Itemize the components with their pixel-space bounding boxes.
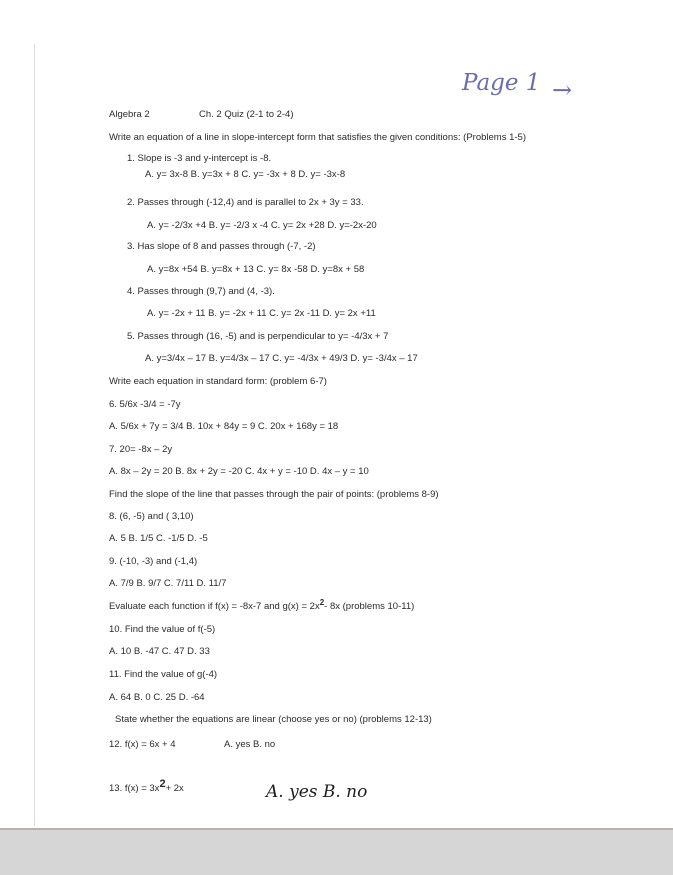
problem-6-choices: A. 5/6x + 7y = 3/4 B. 10x + 84y = 9 C. 20x + 168y = 18 — [109, 421, 339, 432]
scan-background — [0, 830, 673, 875]
problem-7-choices: A. 8x – 2y = 20 B. 8x + 2y = -20 C. 4x + y = -10 D. 4x – y = 10 — [109, 466, 369, 477]
problem-4-question: 4. Passes through (9,7) and (4, -3). — [127, 286, 275, 297]
page-edge — [34, 44, 35, 826]
problem-4-choices: A. y= -2x + 11 B. y= -2x + 11 C. y= 2x -11 D. y= 2x +11 — [147, 308, 376, 319]
problem-13-question — [109, 778, 184, 795]
problem-3-question: 3. Has slope of 8 and passes through (-7, -2) — [127, 241, 316, 252]
problem-13-text-start: 13. f(x) = 3x — [109, 783, 160, 795]
problem-12-choices: A. yes B. no — [224, 739, 276, 750]
problem-12-question: 12. f(x) = 6x + 4 — [109, 739, 176, 750]
problem-7-question: 7. 20= -8x – 2y — [109, 444, 173, 455]
problem-13-exponent: 2 — [159, 778, 166, 790]
section-instructions-5: State whether the equations are linear (choose yes or no) (problems 12-13) — [115, 714, 432, 725]
problem-9-choices: A. 7/9 B. 9/7 C. 7/11 D. 11/7 — [109, 578, 227, 589]
section-4-text-start: Evaluate each function if f(x) = -8x-7 and g(x) = 2x — [109, 601, 320, 612]
section-4-text-end: - 8x (problems 10-11) — [324, 601, 415, 612]
section-4-exponent: 2 — [319, 597, 325, 607]
section-instructions-4 — [109, 597, 415, 612]
problem-6-question: 6. 5/6x -3/4 = -7y — [109, 399, 181, 410]
problem-5-question: 5. Passes through (16, -5) and is perpendicular to y= -4/3x + 7 — [127, 331, 389, 342]
handwritten-answer-13: A. yes B. no — [266, 782, 368, 802]
problem-1-choices: A. y= 3x-8 B. y=3x + 8 C. y= -3x + 8 D. y= -3x-8 — [145, 169, 346, 180]
problem-11-question: 11. Find the value of g(-4) — [109, 669, 218, 680]
course-title: Algebra 2 — [109, 109, 150, 120]
problem-8-choices: A. 5 B. 1/5 C. -1/5 D. -5 — [109, 533, 208, 544]
problem-2-question: 2. Passes through (-12,4) and is parallel to 2x + 3y = 33. — [127, 197, 364, 208]
problem-11-choices: A. 64 B. 0 C. 25 D. -64 — [109, 692, 205, 703]
problem-10-question: 10. Find the value of f(-5) — [109, 624, 216, 635]
problem-13-text-end: + 2x — [165, 783, 184, 795]
handwritten-page-label: Page 1 — [462, 70, 541, 96]
section-instructions-3: Find the slope of the line that passes through the pair of points: (problems 8-9) — [109, 489, 439, 500]
quiz-title: Ch. 2 Quiz (2-1 to 2-4) — [199, 109, 294, 120]
problem-5-choices: A. y=3/4x – 17 B. y=4/3x – 17 C. y= -4/3x + 49/3 D. y= -3/4x – 17 — [145, 353, 418, 364]
problem-1-question: 1. Slope is -3 and y-intercept is -8. — [127, 153, 272, 164]
problem-8-question: 8. (6, -5) and ( 3,10) — [109, 511, 194, 522]
section-instructions-1: Write an equation of a line in slope-intercept form that satisfies the given conditions: (Problems 1-5) — [109, 132, 526, 143]
problem-10-choices: A. 10 B. -47 C. 47 D. 33 — [109, 646, 210, 657]
problem-9-question: 9. (-10, -3) and (-1,4) — [109, 556, 198, 567]
arrow-icon: → — [552, 76, 573, 104]
section-instructions-2: Write each equation in standard form: (problem 6-7) — [109, 376, 327, 387]
problem-2-choices: A. y= -2/3x +4 B. y= -2/3 x -4 C. y= 2x +28 D. y=-2x-20 — [147, 220, 377, 231]
problem-3-choices: A. y=8x +54 B. y=8x + 13 C. y= 8x -58 D. y=8x + 58 — [147, 264, 365, 275]
